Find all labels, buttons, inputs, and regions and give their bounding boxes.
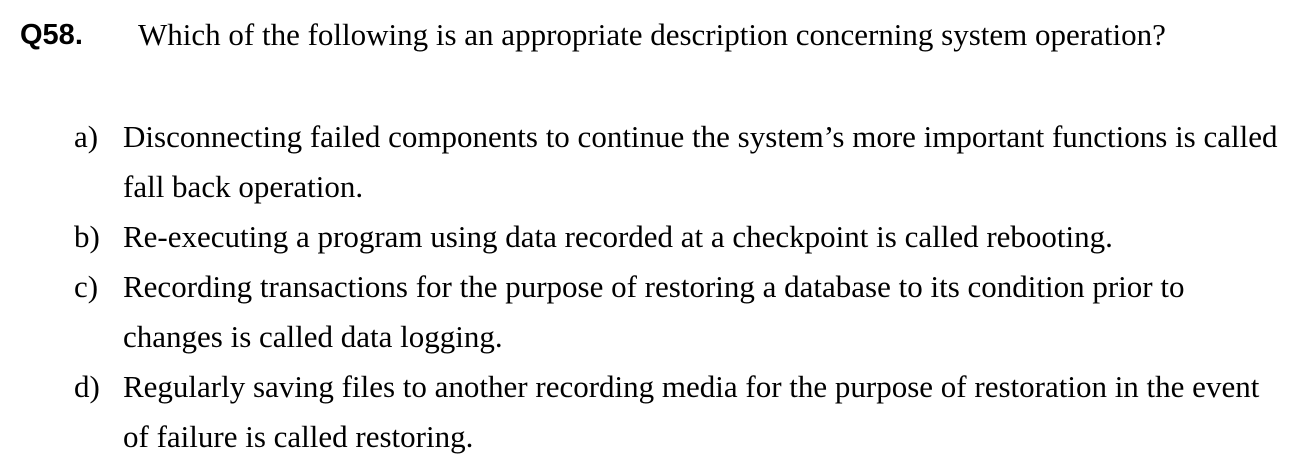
option-text: Disconnecting failed components to continue the system’s more important functions is called fall back operation.: [123, 119, 1278, 204]
option-letter: d): [74, 369, 100, 404]
option-text: Re-executing a program using data recorded at a checkpoint is called rebooting.: [123, 219, 1113, 254]
option-d[interactable]: [0, 362, 1295, 462]
option-text: Recording transactions for the purpose of restoring a database to its condition prior to changes is called data logging.: [123, 269, 1185, 354]
option-c[interactable]: [0, 262, 1295, 362]
option-b[interactable]: [0, 212, 1295, 262]
question-header: [20, 10, 1280, 60]
option-letter: c): [74, 269, 99, 304]
answer-options: [0, 112, 1295, 462]
option-letter: a): [74, 119, 99, 154]
question-text: Which of the following is an appropriate description concerning system operation?: [138, 17, 1166, 52]
option-text: Regularly saving files to another recording media for the purpose of restoration in the event of failure is called restoring.: [123, 369, 1260, 454]
option-letter: b): [74, 219, 100, 254]
option-a[interactable]: [0, 112, 1295, 212]
question-number: Q58.: [20, 19, 83, 51]
